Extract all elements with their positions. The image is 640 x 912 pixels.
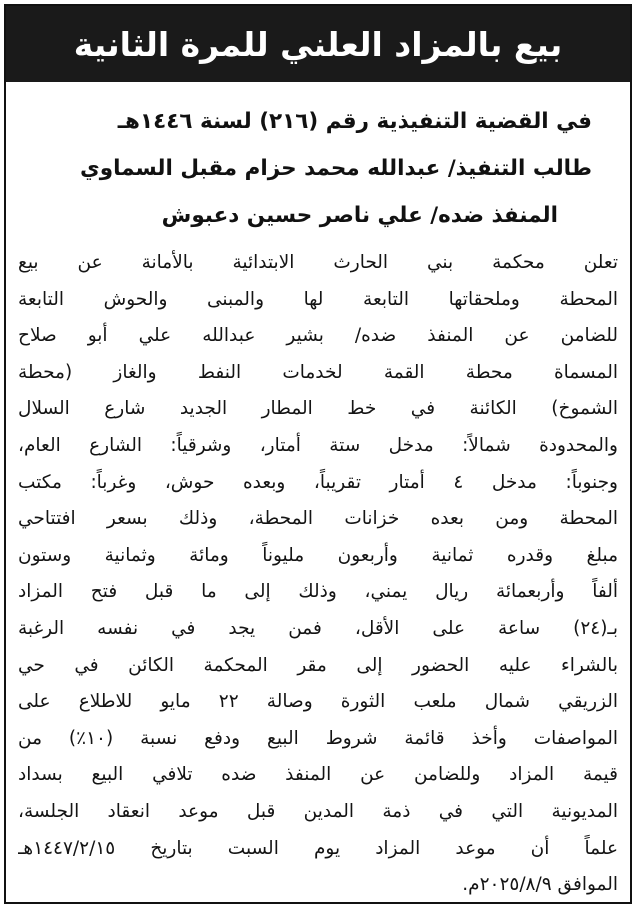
body-line: مبلغ وقدره ثمانية وأربعون مليوناً ومائة وثمانية وستون — [18, 544, 618, 566]
body-line: قيمة المزاد وللضامن عن المنفذ ضده تلافي البيع بسداد — [18, 764, 618, 786]
case-number-line: في القضية التنفيذية رقم (٢١٦) لسنة ١٤٤٦هـ — [117, 109, 592, 134]
body-line: بالشراء عليه الحضور إلى مقر المحكمة الكائن في حي — [18, 654, 618, 676]
body-line: المديونية التي في ذمة المدين قبل موعد انعقاد الجلسة، — [18, 800, 618, 822]
body-line: للضامن عن المنفذ ضده/ بشير عبدالله علي أبو صلاح — [18, 325, 618, 347]
body-line: المواصفات وأخذ قائمة شروط البيع ودفع نسبة (١٠٪) من — [18, 727, 618, 749]
body-line: تعلن محكمة بني الحارث الابتدائية بالأمانة عن بيع — [18, 252, 618, 273]
body-line: المسماة محطة القمة لخدمات النفط والغاز (محطة — [18, 361, 618, 383]
defendant-line: المنفذ ضده/ علي ناصر حسين دعبوش — [161, 203, 558, 228]
requester-line: طالب التنفيذ/ عبدالله محمد حزام مقبل السماوي — [80, 156, 592, 181]
notice-body — [6, 243, 630, 904]
notice-title: بيع بالمزاد العلني للمرة الثانية — [73, 24, 563, 64]
case-heading — [6, 82, 630, 243]
body-line: الشموخ) الكائنة في خط المطار الجديد شارع السلال — [18, 398, 618, 420]
body-line: علماً أن موعد المزاد يوم السبت بتاريخ ١٤٤٧/٢/١٥هـ — [18, 837, 618, 859]
body-line: المحطة وملحقاتها التابعة لها والمبنى والحوش التابعة — [18, 288, 618, 310]
auction-notice — [4, 4, 632, 904]
body-line: الزريقي شمال ملعب الثورة وصالة ٢٢ مايو للاطلاع على — [18, 691, 618, 713]
body-line: ألفاً وأربعمائة ريال يمني، وذلك إلى ما قبل فتح المزاد — [18, 581, 618, 603]
body-line: بـ(٢٤) ساعة على الأقل، فمن يجد في نفسه الرغبة — [18, 617, 618, 639]
body-line: والمحدودة شمالاً: مدخل ستة أمتار، وشرقياً: الشارع العام، — [18, 434, 618, 456]
title-bar — [6, 6, 630, 82]
body-line-date: الموافق ٢٠٢٥/٨/٩م. — [462, 874, 618, 896]
body-line: وجنوباً: مدخل ٤ أمتار تقريباً، وبعده حوش، وغرباً: مكتب — [18, 471, 618, 493]
body-line: المحطة ومن بعده خزانات المحطة، وذلك بسعر افتتاحي — [18, 508, 618, 530]
